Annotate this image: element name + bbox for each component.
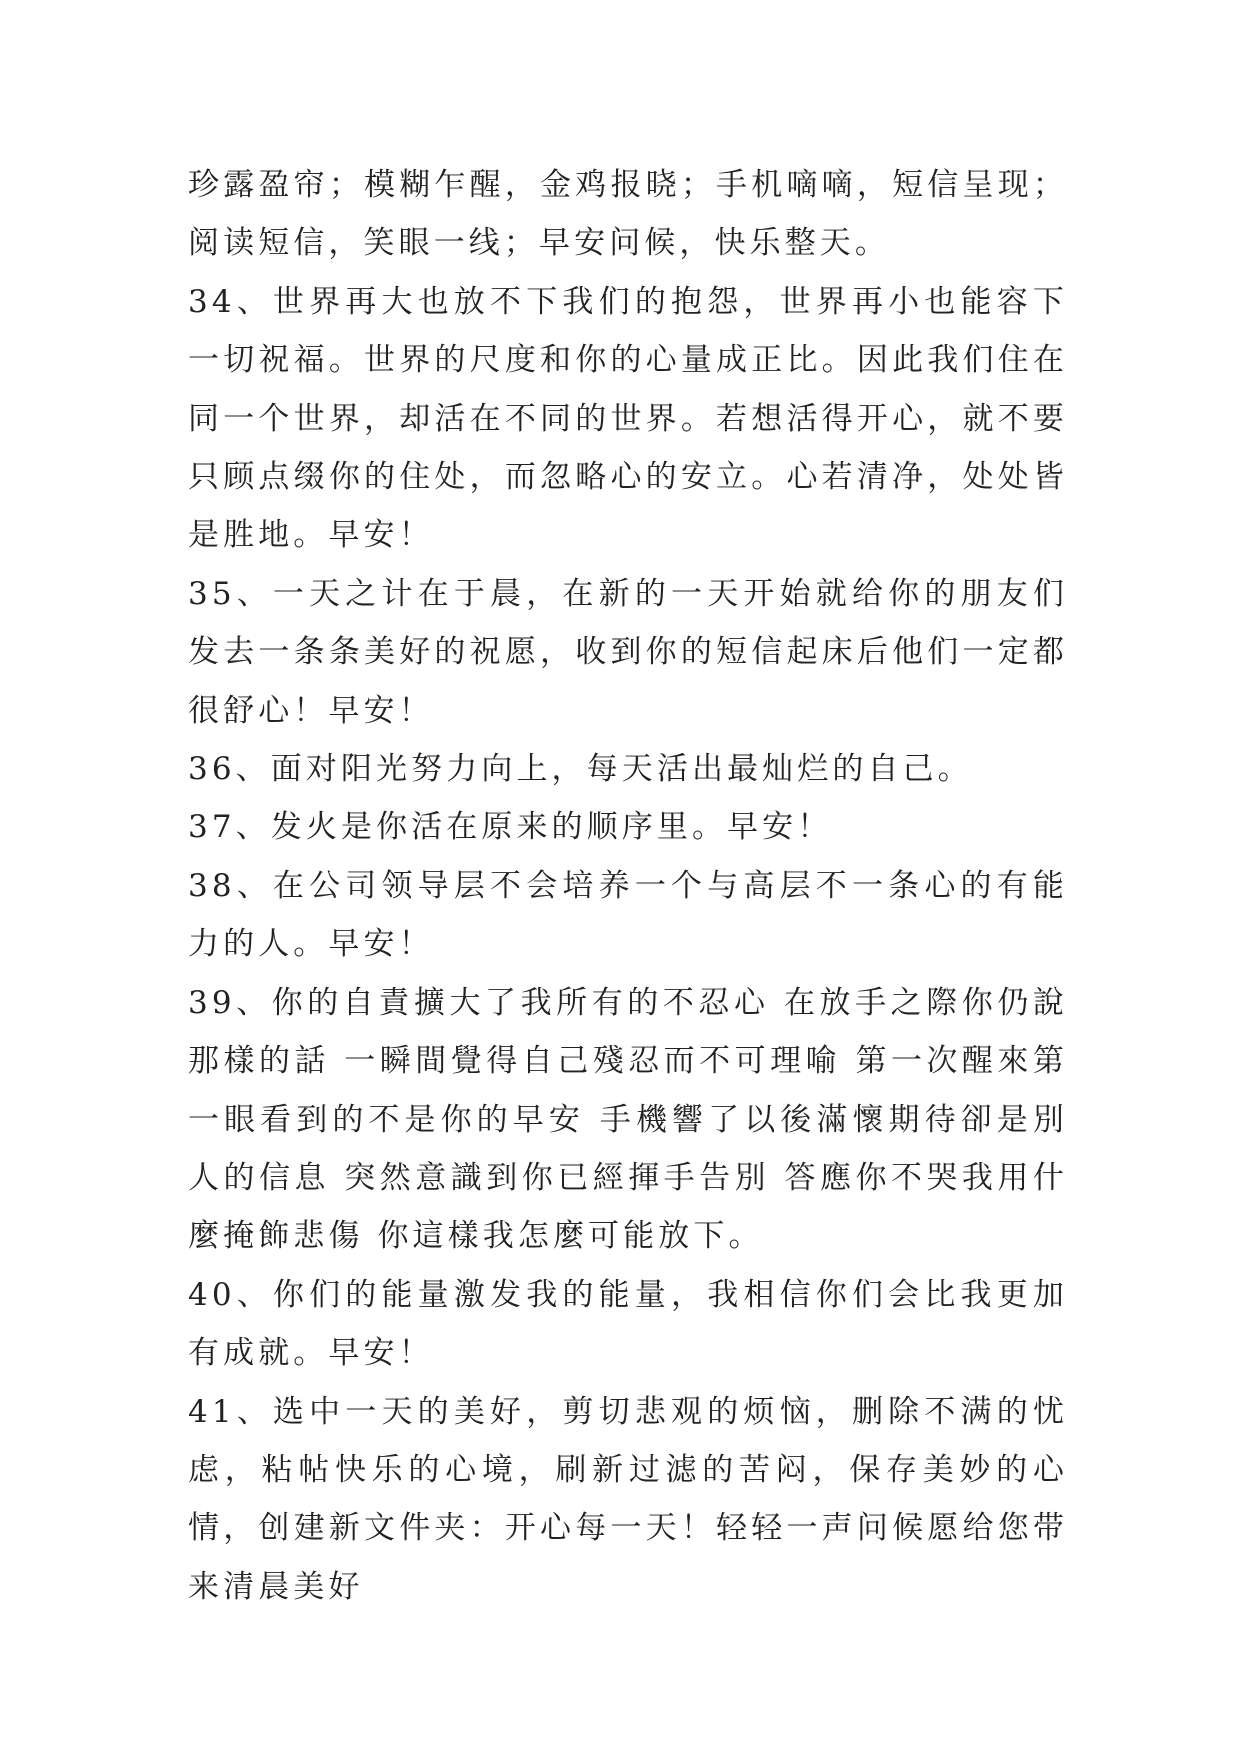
paragraph-38: 38、在公司领导层不会培养一个与高层不一条心的有能力的人。早安！ xyxy=(188,867,1068,963)
paragraph-continuation: 珍露盈帘；模糊乍醒，金鸡报晓；手机嘀嘀，短信呈现；阅读短信，笑眼一线；早安问候，快乐整天。 xyxy=(188,167,1068,262)
document-body xyxy=(188,156,1068,1616)
paragraph-39: 39、你的自責擴大了我所有的不忍心 在放手之際你仍說那樣的話 一瞬間覺得自己殘忍而不可理喻 第一次醒來第一眼看到的不是你的早安 手機響了以後滿懷期待卻是別人的信息 突然意識到你已經揮手告別 答應你不哭我用什麼掩飾悲傷 你這樣我怎麼可能放下。 xyxy=(188,984,1068,1255)
paragraph-37: 37、发火是你活在原来的顺序里。早安！ xyxy=(188,809,833,846)
paragraph-34: 34、世界再大也放不下我们的抱怨，世界再小也能容下一切祝福。世界的尺度和你的心量成正比。因此我们住在同一个世界，却活在不同的世界。若想活得开心，就不要只顾点缀你的住处，而忽略心的安立。心若清净，处处皆是胜地。早安！ xyxy=(188,283,1068,554)
paragraph-36: 36、面对阳光努力向上，每天活出最灿烂的自己。 xyxy=(188,751,973,788)
paragraph-35: 35、一天之计在于晨，在新的一天开始就给你的朋友们发去一条条美好的祝愿，收到你的短信起床后他们一定都很舒心！早安！ xyxy=(188,575,1068,729)
paragraph-41: 41、选中一天的美好，剪切悲观的烦恼，删除不满的忧虑，粘帖快乐的心境，刷新过滤的苦闷，保存美妙的心情，创建新文件夹：开心每一天！轻轻一声问候愿给您带来清晨美好 xyxy=(188,1393,1068,1605)
paragraph-40: 40、你们的能量激发我的能量，我相信你们会比我更加有成就。早安！ xyxy=(188,1276,1068,1372)
